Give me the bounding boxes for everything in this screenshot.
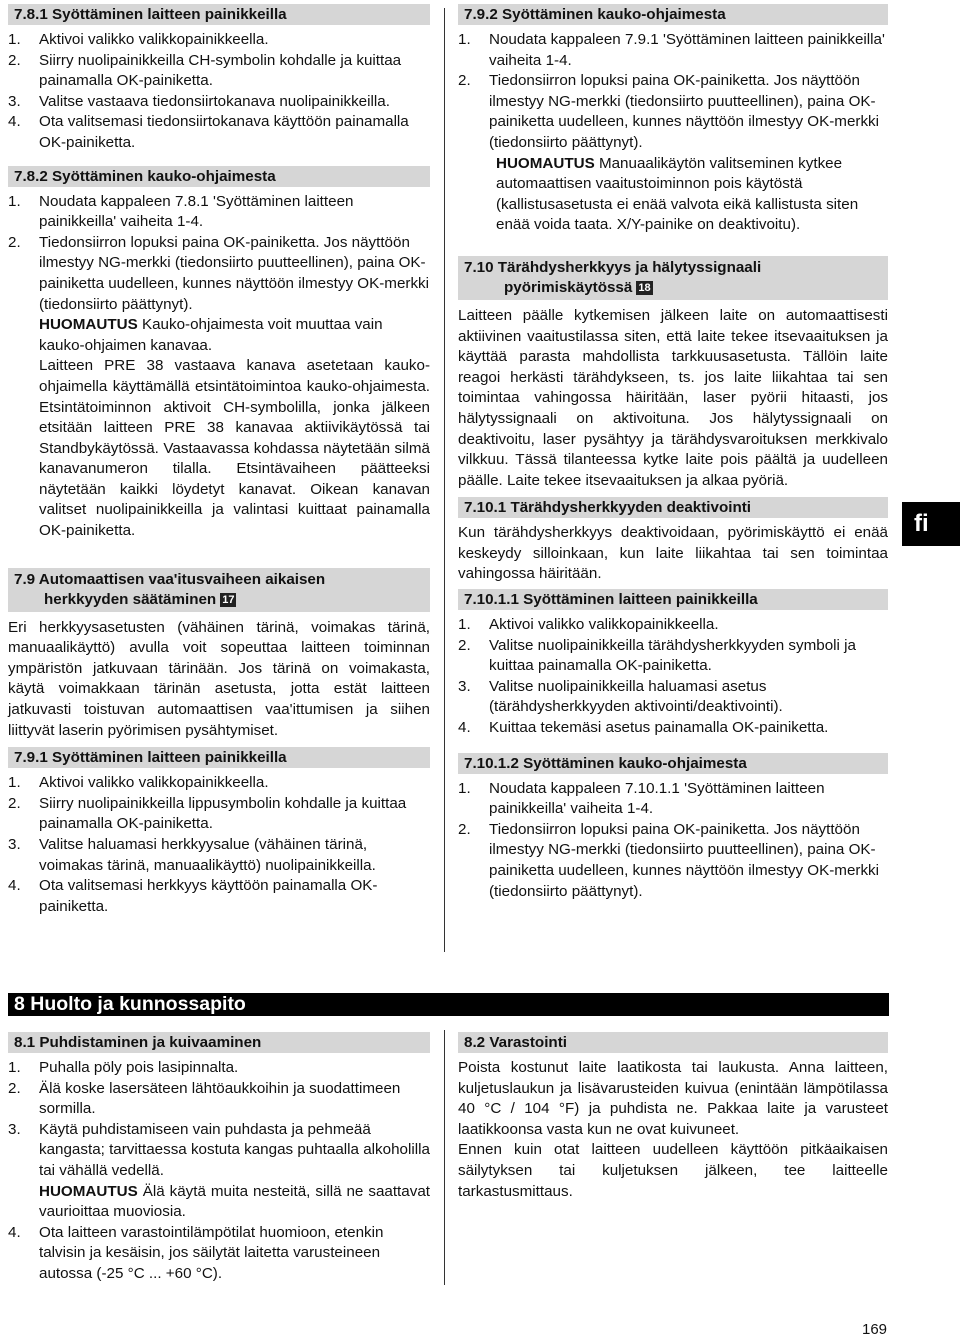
section-heading-7-10-1-1: 7.10.1.1 Syöttäminen laitteen painikkeilla xyxy=(458,589,888,610)
list-7-9-2 xyxy=(458,30,888,154)
list-item: 2. Tiedonsiirron lopuksi paina OK-painiketta. Jos näyttöön ilmestyy NG-merkki (tiedonsiirto puutteellinen), paina OK-painiketta uudelleen, kunnes näyttöön ilmestyy OK-merkki (tiedonsiirto päättynyt). xyxy=(458,72,880,151)
section-heading-7-9-2: 7.9.2 Syöttäminen kauko-ohjaimesta xyxy=(458,4,888,25)
paragraph-7-10: Laitteen päälle kytkemisen jälkeen laite on automaattisesti aktiivinen vaaitustilassa siten, että laite tekee itsevaaituksen ja käyttää parasta mahdollista tarkkuusasetusta. Tällöin laite reagoi herkästi tärähdykseen, ts. jos laite liikahtaa tai sen toimintaa vahingossa häiritään, laser pyörii hitaasti, jos hälytyssignaali on aktivoituna. Jos hälytyssignaali on deaktivoitu, laser pysähtyy ja tärähdysvaroituksen merkkivalo vilkkuu. Tässä tilanteessa kytke laite pois päältä ja uudelleen päälle. Laite tekee itsevaaituksen ja alkaa pyöriä. xyxy=(458,306,888,489)
section-heading-7-8-1: 7.8.1 Syöttäminen laitteen painikkeilla xyxy=(8,4,430,25)
section-heading-7-10: 7.10 Tärähdysherkkyys ja hälytyssignaali pyörimiskäytössä 18 xyxy=(458,256,888,300)
list-item: 3. Valitse haluamasi herkkyysalue (vähäinen tärinä, voimakas tärinä, manuaalikäyttö) nuolipainikkeilla. xyxy=(8,836,376,874)
list-item: 3. Valitse nuolipainikkeilla haluamasi asetus (tärähdysherkkyyden aktivointi/deaktivointi). xyxy=(458,677,783,716)
paragraph-8-2-a: Poista kostunut laite laatikosta tai laukusta. Anna laitteen, kuljetuslaukun ja lisävarusteiden kuivua (enintään lämpötilassa 40 °C / 104 °F) ja puhdista ne. Pakkaa laite ja varusteet laatikkoonsa vasta kun ne ovat kuivuneet. xyxy=(458,1059,888,1138)
note-7-8-2: HUOMAUTUS Kauko-ohjaimesta voit muuttaa vain kauko-ohjaimen kanavaa. xyxy=(39,316,383,354)
section-heading-7-9-1: 7.9.1 Syöttäminen laitteen painikkeilla xyxy=(8,747,430,768)
figure-reference-badge: 18 xyxy=(638,281,651,294)
right-column xyxy=(458,4,888,902)
list-7-10-1-1 xyxy=(458,615,888,739)
list-8-1-cont xyxy=(8,1223,430,1285)
list-8-1 xyxy=(8,1058,430,1182)
language-tab: fi xyxy=(902,502,960,546)
paragraph-7-9: Eri herkkyysasetusten (vähäinen tärinä, voimakas tärinä, manuaalikäyttö) avulla voit sopeuttaa laitteen toiminnan ympäristön jatkuvaan tärinään. Jos tärinä on voimakasta, käytä voimakkaan tärinän asetusta, jotta estät laitteen jatkuvasti toistuvan automaattisen vaa'ittumisen ja siihen liittyvät laserin pyörimisen pysähtymiset. xyxy=(8,618,430,739)
list-item: 4. Kuittaa tekemäsi asetus painamalla OK-painiketta. xyxy=(458,719,829,737)
list-item: 2. Siirry nuolipainikkeilla lippusymbolin kohdalle ja kuittaa painamalla OK-painiketta. xyxy=(8,794,407,833)
list-item: 1. Puhalla pöly pois lasipinnalta. xyxy=(8,1059,239,1076)
figure-reference-badge: 17 xyxy=(222,593,235,606)
list-item: 2. Älä koske lasersäteen lähtöaukkoihin ja suodattimeen sormilla. xyxy=(8,1079,401,1118)
list-item: 1. Noudata kappaleen 7.8.1 'Syöttäminen laitteen painikkeilla' vaiheita 1-4. xyxy=(8,192,354,231)
section-heading-7-10-1: 7.10.1 Tärähdysherkkyyden deaktivointi xyxy=(458,497,888,518)
list-item: 1. Aktivoi valikko valikkopainikkeella. xyxy=(8,774,269,792)
section-heading-7-8-2: 7.8.2 Syöttäminen kauko-ohjaimesta xyxy=(8,166,430,187)
chapter-heading-8: 8 Huolto ja kunnossapito xyxy=(8,993,889,1016)
column-divider xyxy=(444,8,445,952)
paragraph-7-8-2: Laitteen PRE 38 vastaava kanava asetetaan kauko-ohjaimella käyttämällä etsintätoimintoa kauko-ohjaimesta. Etsintätoiminnon aktivoit CH-symbolilla, jonka jälkeen etsitään laitteen PRE 38 kanavaa aktiivikäytössä tai Standbykäytössä. Vastaavassa kohdassa näytetään silmä kanavanumeron tilalla. Etsintävaiheen päätteeksi näytetään kaikki löydetyt kanavat. Oikean kanavan valitset nuolipainikkeilla ja valintasi kuittaat painamalla OK-painiketta. xyxy=(39,357,430,540)
note-7-9-2: HUOMAUTUS Manuaalikäytön valitseminen kytkee automaattisen vaaitustoiminnon pois käytöstä (kallistusasetusta ei enää valvota eikä kallistusta siten enää voida taata. X/Y-painike on deaktivoitu). xyxy=(496,154,859,234)
list-7-8-1 xyxy=(8,30,430,154)
list-item: 2. Tiedonsiirron lopuksi paina OK-painiketta. Jos näyttöön ilmestyy NG-merkki (tiedonsiirto puutteellinen), paina OK-painiketta uudelleen, kunnes näyttöön ilmestyy OK-merkki (tiedonsiirto päättynyt). xyxy=(8,233,430,313)
list-item: 2. Siirry nuolipainikkeilla CH-symbolin kohdalle ja kuittaa painamalla OK-painiketta. xyxy=(8,51,402,90)
paragraph-7-10-1: Kun tärähdysherkkyys deaktivoidaan, pyörimiskäyttö ei enää keskeydy silloinkaan, kun laite liikahtaa tai sen toimintaa vahingossa häiritään. xyxy=(458,524,888,583)
section-8-2 xyxy=(458,1032,888,1202)
list-item: 1. Aktivoi valikko valikkopainikkeella. xyxy=(8,31,269,48)
list-item: 1. Aktivoi valikko valikkopainikkeella. xyxy=(458,616,719,634)
section-8-1 xyxy=(8,1032,430,1285)
section-heading-7-9: 7.9 Automaattisen vaa'itusvaiheen aikaisen herkkyyden säätäminen 17 xyxy=(8,568,430,612)
section-heading-8-2: 8.2 Varastointi xyxy=(458,1032,888,1053)
section-heading-7-10-1-2: 7.10.1.2 Syöttäminen kauko-ohjaimesta xyxy=(458,753,888,774)
list-7-8-2 xyxy=(8,192,430,316)
list-item: 1. Noudata kappaleen 7.10.1.1 'Syöttäminen laitteen painikkeilla' vaiheita 1-4. xyxy=(458,779,825,818)
list-item: 4. Ota valitsemasi herkkyys käyttöön painamalla OK-painiketta. xyxy=(8,877,378,915)
list-item: 4. Ota laitteen varastointilämpötilat huomioon, etenkin talvisin ja kesäisin, jos säilytät laitetta varusteineen autossa (-25 °C ... +60 °C). xyxy=(8,1223,384,1282)
list-item: 3. Valitse vastaava tiedonsiirtokanava nuolipainikkeilla. xyxy=(8,92,390,110)
list-item: 2. Tiedonsiirron lopuksi paina OK-painiketta. Jos näyttöön ilmestyy NG-merkki (tiedonsiirto puutteellinen), paina OK-painiketta uudelleen, kunnes näyttöön ilmestyy OK-merkki (tiedonsiirto päättynyt). xyxy=(458,820,880,900)
list-item: 3. Käytä puhdistamiseen vain puhdasta ja pehmeää kangasta; tarvittaessa kostuta kangas puhtaalla alkoholilla tai vähällä vedellä. xyxy=(8,1120,430,1179)
column-divider-lower xyxy=(444,1030,445,1285)
list-item: 4. Ota valitsemasi tiedonsiirtokanava käyttöön painamalla OK-painiketta. xyxy=(8,113,409,151)
list-item: 1. Noudata kappaleen 7.9.1 'Syöttäminen laitteen painikkeilla' vaiheita 1-4. xyxy=(458,31,885,69)
list-item: 2. Valitse nuolipainikkeilla tärähdysherkkyyden symboli ja kuittaa painamalla OK-painiketta. xyxy=(458,636,856,675)
note-8-1: HUOMAUTUS Älä käytä muita nesteitä, sillä ne saattavat vaurioittaa muoviosia. xyxy=(39,1182,430,1221)
list-7-10-1-2 xyxy=(458,779,888,903)
section-heading-8-1: 8.1 Puhdistaminen ja kuivaaminen xyxy=(8,1032,430,1053)
list-7-9-1 xyxy=(8,773,430,917)
page-number: 169 xyxy=(862,1321,888,1338)
left-column xyxy=(8,4,430,917)
paragraph-8-2-b: Ennen kuin otat laitteen uudelleen käyttöön pitkäaikaisen säilytyksen tai kuljetuksen jälkeen, tee laitteelle tarkastusmittaus. xyxy=(458,1141,888,1200)
